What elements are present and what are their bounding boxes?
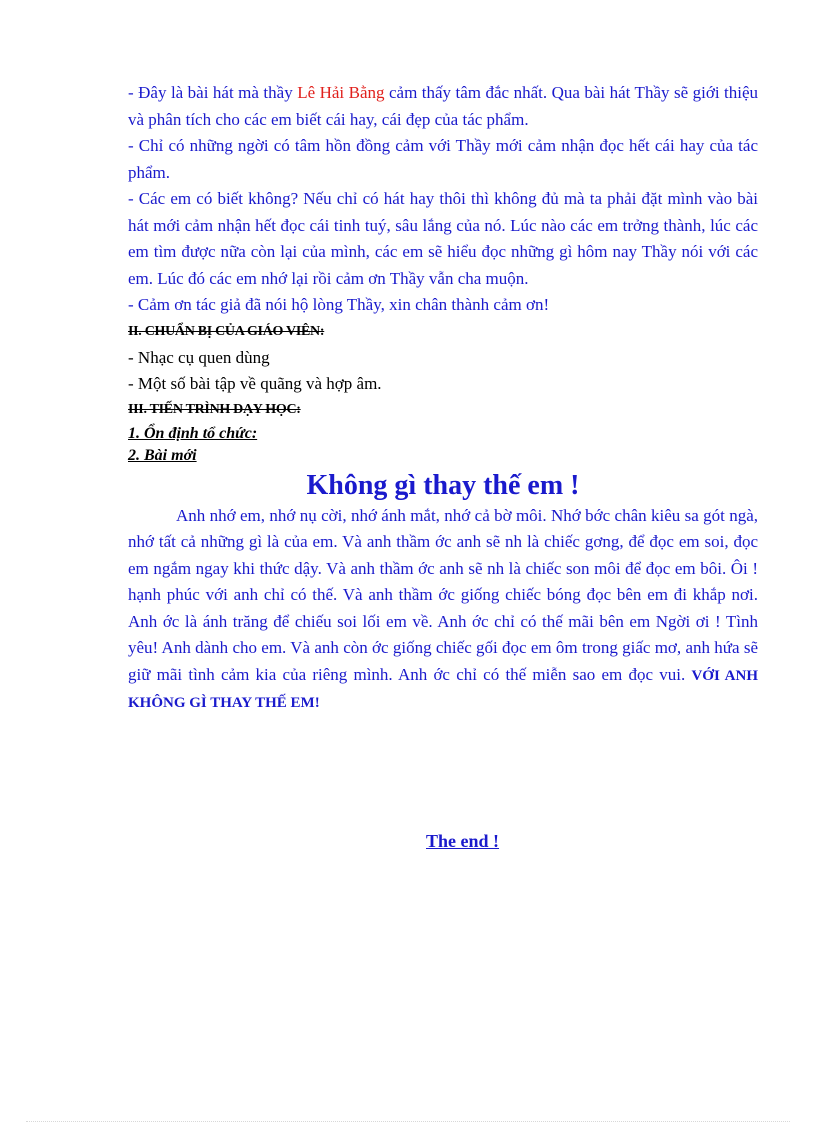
intro-paragraph-2: - Chỉ có những ngời có tâm hồn đồng cảm với Thầy mới cảm nhận đọc hết cái hay của tác phẩm. — [128, 136, 758, 182]
teacher-name: Lê Hải Bằng — [297, 83, 385, 102]
song-title: Không gì thay thế em ! — [306, 469, 580, 501]
intro-p1-pre: - Đây là bài hát mà thầy — [128, 83, 298, 102]
prep-item-2: - Một số bài tập về quãng và hợp âm. — [128, 373, 382, 393]
intro-paragraph-1 — [128, 80, 758, 133]
intro-paragraph-3: - Các em có biết không? Nếu chỉ có hát hay thôi thì không đủ mà ta phải đặt mình vào bài hát mới cảm nhận hết đọc cái tinh tuý, sâu lắng của nó. Lúc nào các em trởng thành, lúc các em tìm được nữa còn lại của mình, các em sẽ hiểu đọc những gì hôm nay Thầy nói với các em. Lúc đó các em nhớ lại rồi cảm ơn Thầy vẫn cha muộn. — [128, 189, 758, 288]
subsection-1: 1. Ổn định tổ chức: — [128, 424, 258, 442]
song-lyrics — [128, 503, 758, 717]
prep-item-1: - Nhạc cụ quen dùng — [128, 347, 270, 367]
section-2-heading: II. CHUẨN BỊ CỦA GIÁO VIÊN: — [128, 323, 325, 339]
the-end-label: The end ! — [426, 831, 500, 851]
lyrics-text: Anh nhớ em, nhớ nụ cời, nhớ ánh mắt, nhớ cả bờ môi. Nhớ bớc chân kiêu sa gót ngà, nhớ tất cả những gì là của em. Và anh thầm ớc anh sẽ nh là chiếc gơng, để đọc em soi, đọc em ngắm ngay khi thức dậy. Và anh thầm ớc anh sẽ nh là chiếc son môi để đọc em bôi. Ôi ! hạnh phúc với anh chỉ có thế. Và anh thầm ớc giống chiếc bóng đọc bên em đi khắp nơi. Anh ớc là ánh trăng để chiếu soi lối em về. Anh ớc chỉ có thế mãi bên em Ngời ơi ! Tình yêu! Anh dành cho em. Và anh còn ớc giống chiếc gối đọc em ôm trong giấc mơ, anh hứa sẽ giữ mãi tình cảm kia của riêng mình. Anh ớc chỉ có thế miễn sao em đọc vui. — [128, 505, 758, 684]
page-bottom-divider — [26, 1121, 790, 1122]
intro-paragraph-4: - Cảm ơn tác giả đã nói hộ lòng Thầy, xin chân thành cảm ơn! — [128, 295, 550, 314]
document-page — [128, 80, 758, 717]
subsection-2: 2. Bài mới — [128, 446, 197, 464]
section-3-heading: III. TIẾN TRÌNH DẠY HỌC: — [128, 401, 301, 417]
intro-p1-post: cảm thấy tâm đắc nhất. Qua bài hát Thầy sẽ giới thiệu và phân tích cho các em biết cái hay, cái đẹp của tác phẩm. — [128, 83, 759, 129]
lyrics-closing: VỚI ANH KHÔNG GÌ THAY THẾ EM! — [128, 667, 759, 711]
